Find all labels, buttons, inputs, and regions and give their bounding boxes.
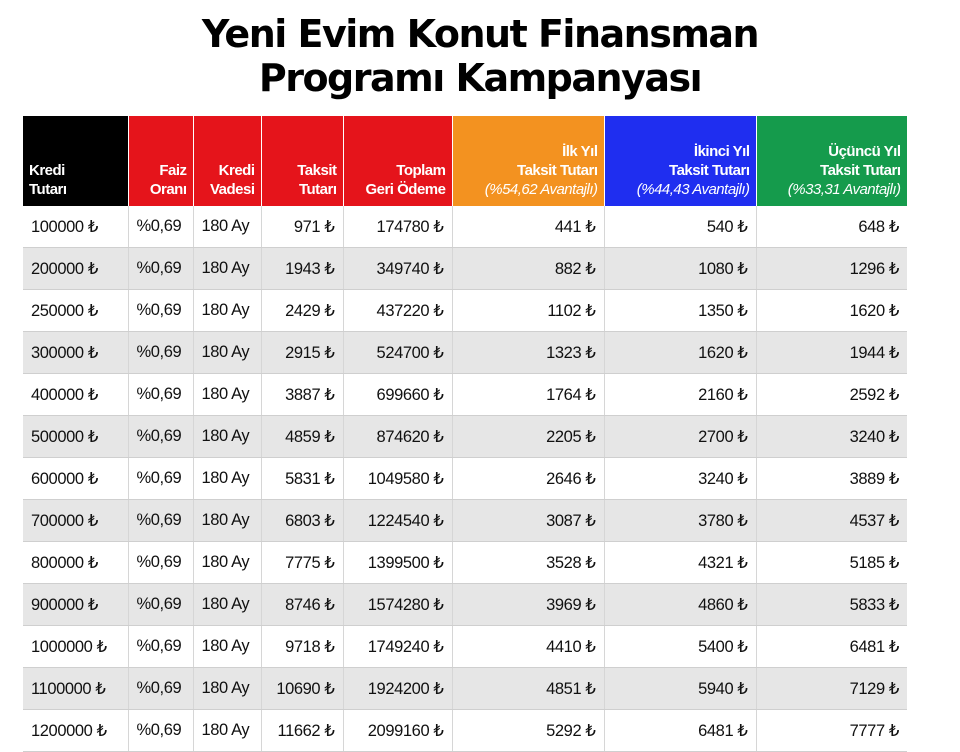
cell-taksit-tutari: 2915 ₺ [261, 332, 343, 374]
table-header-row [23, 116, 907, 206]
page-title [0, 12, 960, 100]
cell-taksit-tutari: 7775 ₺ [261, 542, 343, 584]
cell-taksit-tutari: 10690 ₺ [261, 668, 343, 710]
cell-ikinci-yil: 5940 ₺ [604, 668, 756, 710]
cell-kredi-tutari: 700000 ₺ [23, 500, 128, 542]
cell-ikinci-yil: 2160 ₺ [604, 374, 756, 416]
table-row [23, 248, 907, 290]
cell-toplam-geri-odeme: 1749240 ₺ [343, 626, 452, 668]
header-kredi-vadesi: Kredi Vadesi [193, 116, 261, 206]
cell-taksit-tutari: 5831 ₺ [261, 458, 343, 500]
cell-kredi-tutari: 800000 ₺ [23, 542, 128, 584]
table-row [23, 206, 907, 248]
cell-kredi-vadesi: 180 Ay [193, 626, 261, 668]
cell-taksit-tutari: 11662 ₺ [261, 710, 343, 752]
cell-faiz-orani: %0,69 [128, 290, 193, 332]
cell-ucuncu-yil: 7777 ₺ [756, 710, 907, 752]
cell-toplam-geri-odeme: 874620 ₺ [343, 416, 452, 458]
cell-toplam-geri-odeme: 699660 ₺ [343, 374, 452, 416]
cell-ucuncu-yil: 3240 ₺ [756, 416, 907, 458]
cell-ilk-yil: 5292 ₺ [452, 710, 604, 752]
cell-ikinci-yil: 4860 ₺ [604, 584, 756, 626]
cell-faiz-orani: %0,69 [128, 458, 193, 500]
cell-ilk-yil: 4410 ₺ [452, 626, 604, 668]
cell-ilk-yil: 2646 ₺ [452, 458, 604, 500]
cell-kredi-vadesi: 180 Ay [193, 584, 261, 626]
cell-kredi-tutari: 1100000 ₺ [23, 668, 128, 710]
cell-toplam-geri-odeme: 349740 ₺ [343, 248, 452, 290]
table-row [23, 626, 907, 668]
cell-ikinci-yil: 1350 ₺ [604, 290, 756, 332]
title-line-2: Programı Kampanyası [258, 56, 702, 100]
cell-kredi-vadesi: 180 Ay [193, 416, 261, 458]
header-toplam-geri-odeme: Toplam Geri Ödeme [343, 116, 452, 206]
cell-ucuncu-yil: 5833 ₺ [756, 584, 907, 626]
cell-kredi-tutari: 250000 ₺ [23, 290, 128, 332]
cell-ucuncu-yil: 3889 ₺ [756, 458, 907, 500]
cell-kredi-tutari: 300000 ₺ [23, 332, 128, 374]
cell-ucuncu-yil: 7129 ₺ [756, 668, 907, 710]
cell-ikinci-yil: 540 ₺ [604, 206, 756, 248]
cell-kredi-vadesi: 180 Ay [193, 290, 261, 332]
table-row [23, 458, 907, 500]
cell-taksit-tutari: 4859 ₺ [261, 416, 343, 458]
cell-faiz-orani: %0,69 [128, 710, 193, 752]
cell-ikinci-yil: 1620 ₺ [604, 332, 756, 374]
cell-kredi-vadesi: 180 Ay [193, 542, 261, 584]
cell-ilk-yil: 882 ₺ [452, 248, 604, 290]
cell-kredi-tutari: 200000 ₺ [23, 248, 128, 290]
cell-taksit-tutari: 8746 ₺ [261, 584, 343, 626]
cell-kredi-tutari: 1200000 ₺ [23, 710, 128, 752]
cell-taksit-tutari: 6803 ₺ [261, 500, 343, 542]
cell-kredi-vadesi: 180 Ay [193, 668, 261, 710]
cell-faiz-orani: %0,69 [128, 332, 193, 374]
cell-ilk-yil: 441 ₺ [452, 206, 604, 248]
cell-faiz-orani: %0,69 [128, 626, 193, 668]
cell-kredi-tutari: 500000 ₺ [23, 416, 128, 458]
cell-ilk-yil: 3969 ₺ [452, 584, 604, 626]
cell-kredi-vadesi: 180 Ay [193, 248, 261, 290]
cell-toplam-geri-odeme: 1049580 ₺ [343, 458, 452, 500]
cell-faiz-orani: %0,69 [128, 248, 193, 290]
cell-kredi-tutari: 900000 ₺ [23, 584, 128, 626]
cell-ikinci-yil: 4321 ₺ [604, 542, 756, 584]
cell-ikinci-yil: 3780 ₺ [604, 500, 756, 542]
cell-toplam-geri-odeme: 1399500 ₺ [343, 542, 452, 584]
cell-kredi-vadesi: 180 Ay [193, 332, 261, 374]
cell-faiz-orani: %0,69 [128, 584, 193, 626]
cell-taksit-tutari: 3887 ₺ [261, 374, 343, 416]
cell-ucuncu-yil: 648 ₺ [756, 206, 907, 248]
table-row [23, 584, 907, 626]
header-ucuncu-yil: Üçüncü Yıl Taksit Tutarı (%33,31 Avantajlı) [756, 116, 907, 206]
table-row [23, 500, 907, 542]
cell-kredi-tutari: 100000 ₺ [23, 206, 128, 248]
cell-faiz-orani: %0,69 [128, 206, 193, 248]
cell-kredi-vadesi: 180 Ay [193, 374, 261, 416]
cell-toplam-geri-odeme: 174780 ₺ [343, 206, 452, 248]
cell-toplam-geri-odeme: 1924200 ₺ [343, 668, 452, 710]
cell-kredi-vadesi: 180 Ay [193, 500, 261, 542]
cell-taksit-tutari: 971 ₺ [261, 206, 343, 248]
cell-kredi-tutari: 600000 ₺ [23, 458, 128, 500]
table-row [23, 290, 907, 332]
table-row [23, 668, 907, 710]
cell-ikinci-yil: 6481 ₺ [604, 710, 756, 752]
table-row [23, 542, 907, 584]
cell-faiz-orani: %0,69 [128, 668, 193, 710]
cell-toplam-geri-odeme: 2099160 ₺ [343, 710, 452, 752]
cell-ucuncu-yil: 1296 ₺ [756, 248, 907, 290]
table-row [23, 332, 907, 374]
loan-table [23, 116, 908, 752]
cell-taksit-tutari: 2429 ₺ [261, 290, 343, 332]
cell-ilk-yil: 1764 ₺ [452, 374, 604, 416]
cell-ucuncu-yil: 6481 ₺ [756, 626, 907, 668]
cell-ikinci-yil: 1080 ₺ [604, 248, 756, 290]
table-row [23, 374, 907, 416]
cell-ucuncu-yil: 2592 ₺ [756, 374, 907, 416]
cell-ucuncu-yil: 5185 ₺ [756, 542, 907, 584]
cell-toplam-geri-odeme: 437220 ₺ [343, 290, 452, 332]
cell-faiz-orani: %0,69 [128, 500, 193, 542]
cell-ucuncu-yil: 1944 ₺ [756, 332, 907, 374]
header-kredi-tutari: Kredi Tutarı [23, 116, 128, 206]
cell-kredi-vadesi: 180 Ay [193, 710, 261, 752]
cell-toplam-geri-odeme: 1574280 ₺ [343, 584, 452, 626]
cell-faiz-orani: %0,69 [128, 416, 193, 458]
cell-ilk-yil: 3087 ₺ [452, 500, 604, 542]
cell-ilk-yil: 1102 ₺ [452, 290, 604, 332]
cell-ilk-yil: 4851 ₺ [452, 668, 604, 710]
cell-kredi-vadesi: 180 Ay [193, 206, 261, 248]
table-row [23, 416, 907, 458]
title-line-1: Yeni Evim Konut Finansman [201, 12, 759, 56]
cell-toplam-geri-odeme: 524700 ₺ [343, 332, 452, 374]
cell-taksit-tutari: 9718 ₺ [261, 626, 343, 668]
table-body [23, 206, 907, 752]
header-ilk-yil: İlk Yıl Taksit Tutarı (%54,62 Avantajlı) [452, 116, 604, 206]
cell-ikinci-yil: 3240 ₺ [604, 458, 756, 500]
cell-taksit-tutari: 1943 ₺ [261, 248, 343, 290]
cell-ilk-yil: 2205 ₺ [452, 416, 604, 458]
cell-faiz-orani: %0,69 [128, 542, 193, 584]
cell-ilk-yil: 3528 ₺ [452, 542, 604, 584]
cell-ucuncu-yil: 1620 ₺ [756, 290, 907, 332]
cell-ikinci-yil: 2700 ₺ [604, 416, 756, 458]
table-row [23, 710, 907, 752]
cell-kredi-tutari: 400000 ₺ [23, 374, 128, 416]
header-taksit-tutari: Taksit Tutarı [261, 116, 343, 206]
cell-ucuncu-yil: 4537 ₺ [756, 500, 907, 542]
cell-toplam-geri-odeme: 1224540 ₺ [343, 500, 452, 542]
cell-kredi-tutari: 1000000 ₺ [23, 626, 128, 668]
cell-kredi-vadesi: 180 Ay [193, 458, 261, 500]
header-faiz-orani: Faiz Oranı [128, 116, 193, 206]
header-ikinci-yil: İkinci Yıl Taksit Tutarı (%44,43 Avantajlı) [604, 116, 756, 206]
cell-ikinci-yil: 5400 ₺ [604, 626, 756, 668]
cell-faiz-orani: %0,69 [128, 374, 193, 416]
cell-ilk-yil: 1323 ₺ [452, 332, 604, 374]
